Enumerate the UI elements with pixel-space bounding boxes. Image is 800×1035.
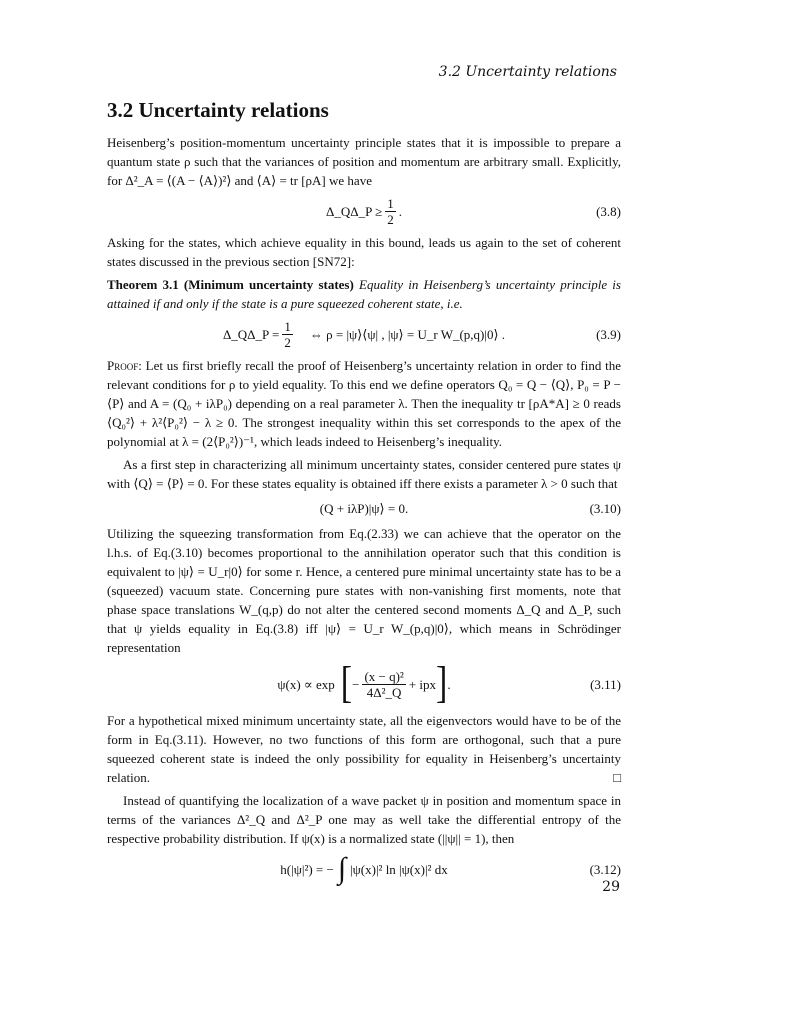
proof-text: Let us first briefly recall the proof of Heisenberg’s uncertainty relation in order to find the relevant conditions for ρ to yield equality. To this end we define operators Q₀ = Q − ⟨Q⟩, P₀ = P − ⟨P⟩ and A = (Q₀ + iλP₀) depending on a real parameter λ. Then the inequality tr [ρA*A] ≥ 0 reads ⟨Q₀²⟩ + λ²⟨P₀²⟩ − λ ≥ 0. The strongest inequality within this set corresponds to the apex of the polynomial at λ = (2⟨P₀²⟩)⁻¹, which leads indeed to Heisenberg’s inequality. bbox=[107, 358, 622, 449]
right-bracket-icon: ] bbox=[436, 659, 448, 708]
paragraph-squeezing: Utilizing the squeezing transformation from Eq.(2.33) we can achieve that the operator on the l.h.s. of Eq.(3.10) becomes proportional to the annihilation operator such that this condition is equivalent to |ψ⟩ = U_r|0⟩ for some r. Hence, a centered pure minimal uncertainty state has to be a (squeezed) vacuum state. Concerning pure states with non-vanishing first moments, note that phase space translations W_(q,p) do not alter the centered second moments Δ_Q and Δ_P, such that ψ yields equality in Eq.(3.8) iff |ψ⟩ = U_r W_(p,q)|0⟩, which means in Schrödinger representation bbox=[107, 526, 621, 655]
eq310-number: (3.10) bbox=[589, 501, 621, 516]
equation-3-12 bbox=[107, 854, 621, 884]
eq311-number: (3.11) bbox=[590, 676, 621, 692]
eq39-lhs: Δ_QΔ_P = bbox=[222, 327, 280, 342]
eq38-number: (3.8) bbox=[596, 204, 621, 219]
eq38-rhs: . bbox=[398, 204, 402, 219]
eq38-den: 2 bbox=[387, 212, 394, 227]
paragraph-centered-states: As a first step in characterizing all minimum uncertainty states, consider centered pure states ψ with ⟨Q⟩ = ⟨P⟩ = 0. For these states equality is obtained iff there exists a parameter λ > 0 such that bbox=[107, 457, 621, 491]
proof bbox=[107, 356, 621, 451]
paragraph-mixed-states bbox=[107, 711, 621, 787]
paragraph-intro: Heisenberg’s position-momentum uncertainty principle states that it is impossible to prepare a quantum state ρ such that the variances of position and momentum are arbitrary small. Explicitly, for Δ²_A = ⟨(A − ⟨A⟩)²⟩ and ⟨A⟩ = tr [ρA] we have bbox=[107, 135, 621, 188]
eq38-fraction bbox=[385, 196, 396, 227]
eq311-tail: + ipx bbox=[408, 676, 437, 692]
proof-label: Proof: bbox=[107, 358, 142, 373]
equation-3-10 bbox=[107, 499, 621, 518]
eq38-lhs: Δ_QΔ_P ≥ bbox=[326, 204, 383, 219]
eq312-lhs: h(|ψ|²) = − bbox=[280, 861, 334, 877]
equation-3-9 bbox=[107, 319, 621, 350]
eq39-den: 2 bbox=[284, 335, 291, 350]
eq310-text: (Q + iλP)|ψ⟩ = 0. bbox=[319, 501, 409, 516]
eq311-end: . bbox=[447, 676, 451, 692]
mixed-states-text: For a hypothetical mixed minimum uncertainty state, all the eigenvectors would have to be of the form in Eq.(3.11). However, no two functions of this form are orthogonal, such that a pure squeezed coherent state is indeed the only possibility for equality in Heisenberg’s uncertainty relation. bbox=[107, 713, 621, 785]
section-title: 3.2 Uncertainty relations bbox=[107, 98, 329, 122]
eq39-num: 1 bbox=[284, 319, 291, 334]
eq312-integrand: |ψ(x)|² ln |ψ(x)|² dx bbox=[350, 861, 448, 877]
eq311-num: (x − q)² bbox=[364, 668, 404, 684]
paragraph-entropy: Instead of quantifying the localization of a wave packet ψ in position and momentum space in terms of the variances Δ²_Q and Δ²_P one may as well take the differential entropy of the respective probability distribution. If ψ(x) is a normalized state (||ψ|| = 1), then bbox=[107, 793, 621, 846]
eq39-rhs: ⇔ ρ = |ψ⟩⟨ψ| , |ψ⟩ = U_r W_(p,q)|0⟩ . bbox=[309, 327, 506, 342]
theorem bbox=[107, 275, 621, 313]
running-head: 3.2 Uncertainty relations bbox=[438, 64, 617, 80]
theorem-label: Theorem 3.1 (Minimum uncertainty states) bbox=[107, 277, 354, 292]
equation-3-8 bbox=[107, 196, 621, 227]
eq311-fraction bbox=[362, 669, 405, 700]
integral-icon: ∫ bbox=[337, 852, 347, 885]
left-bracket-icon: [ bbox=[340, 659, 353, 708]
eq311-den: 4Δ²_Q bbox=[366, 684, 402, 700]
paragraph-bound: Asking for the states, which achieve equality in this bound, leads us again to the set of coherent states discussed in the previous section [SN72]: bbox=[107, 235, 621, 269]
eq311-lhs: ψ(x) ∝ exp bbox=[277, 676, 335, 692]
eq312-number: (3.12) bbox=[589, 861, 621, 877]
eq38-num: 1 bbox=[387, 196, 394, 211]
equation-3-11 bbox=[107, 659, 621, 708]
eq311-minus: − bbox=[352, 676, 360, 692]
qed-icon: □ bbox=[613, 770, 621, 785]
theorem-text: Equality in Heisenberg’s uncertainty principle is attained if and only if the state is a pure squeezed coherent state, i.e. bbox=[107, 277, 621, 311]
eq39-fraction bbox=[282, 319, 293, 350]
page-body bbox=[107, 133, 621, 890]
eq39-number: (3.9) bbox=[596, 327, 621, 342]
page-number: 29 bbox=[602, 879, 620, 895]
